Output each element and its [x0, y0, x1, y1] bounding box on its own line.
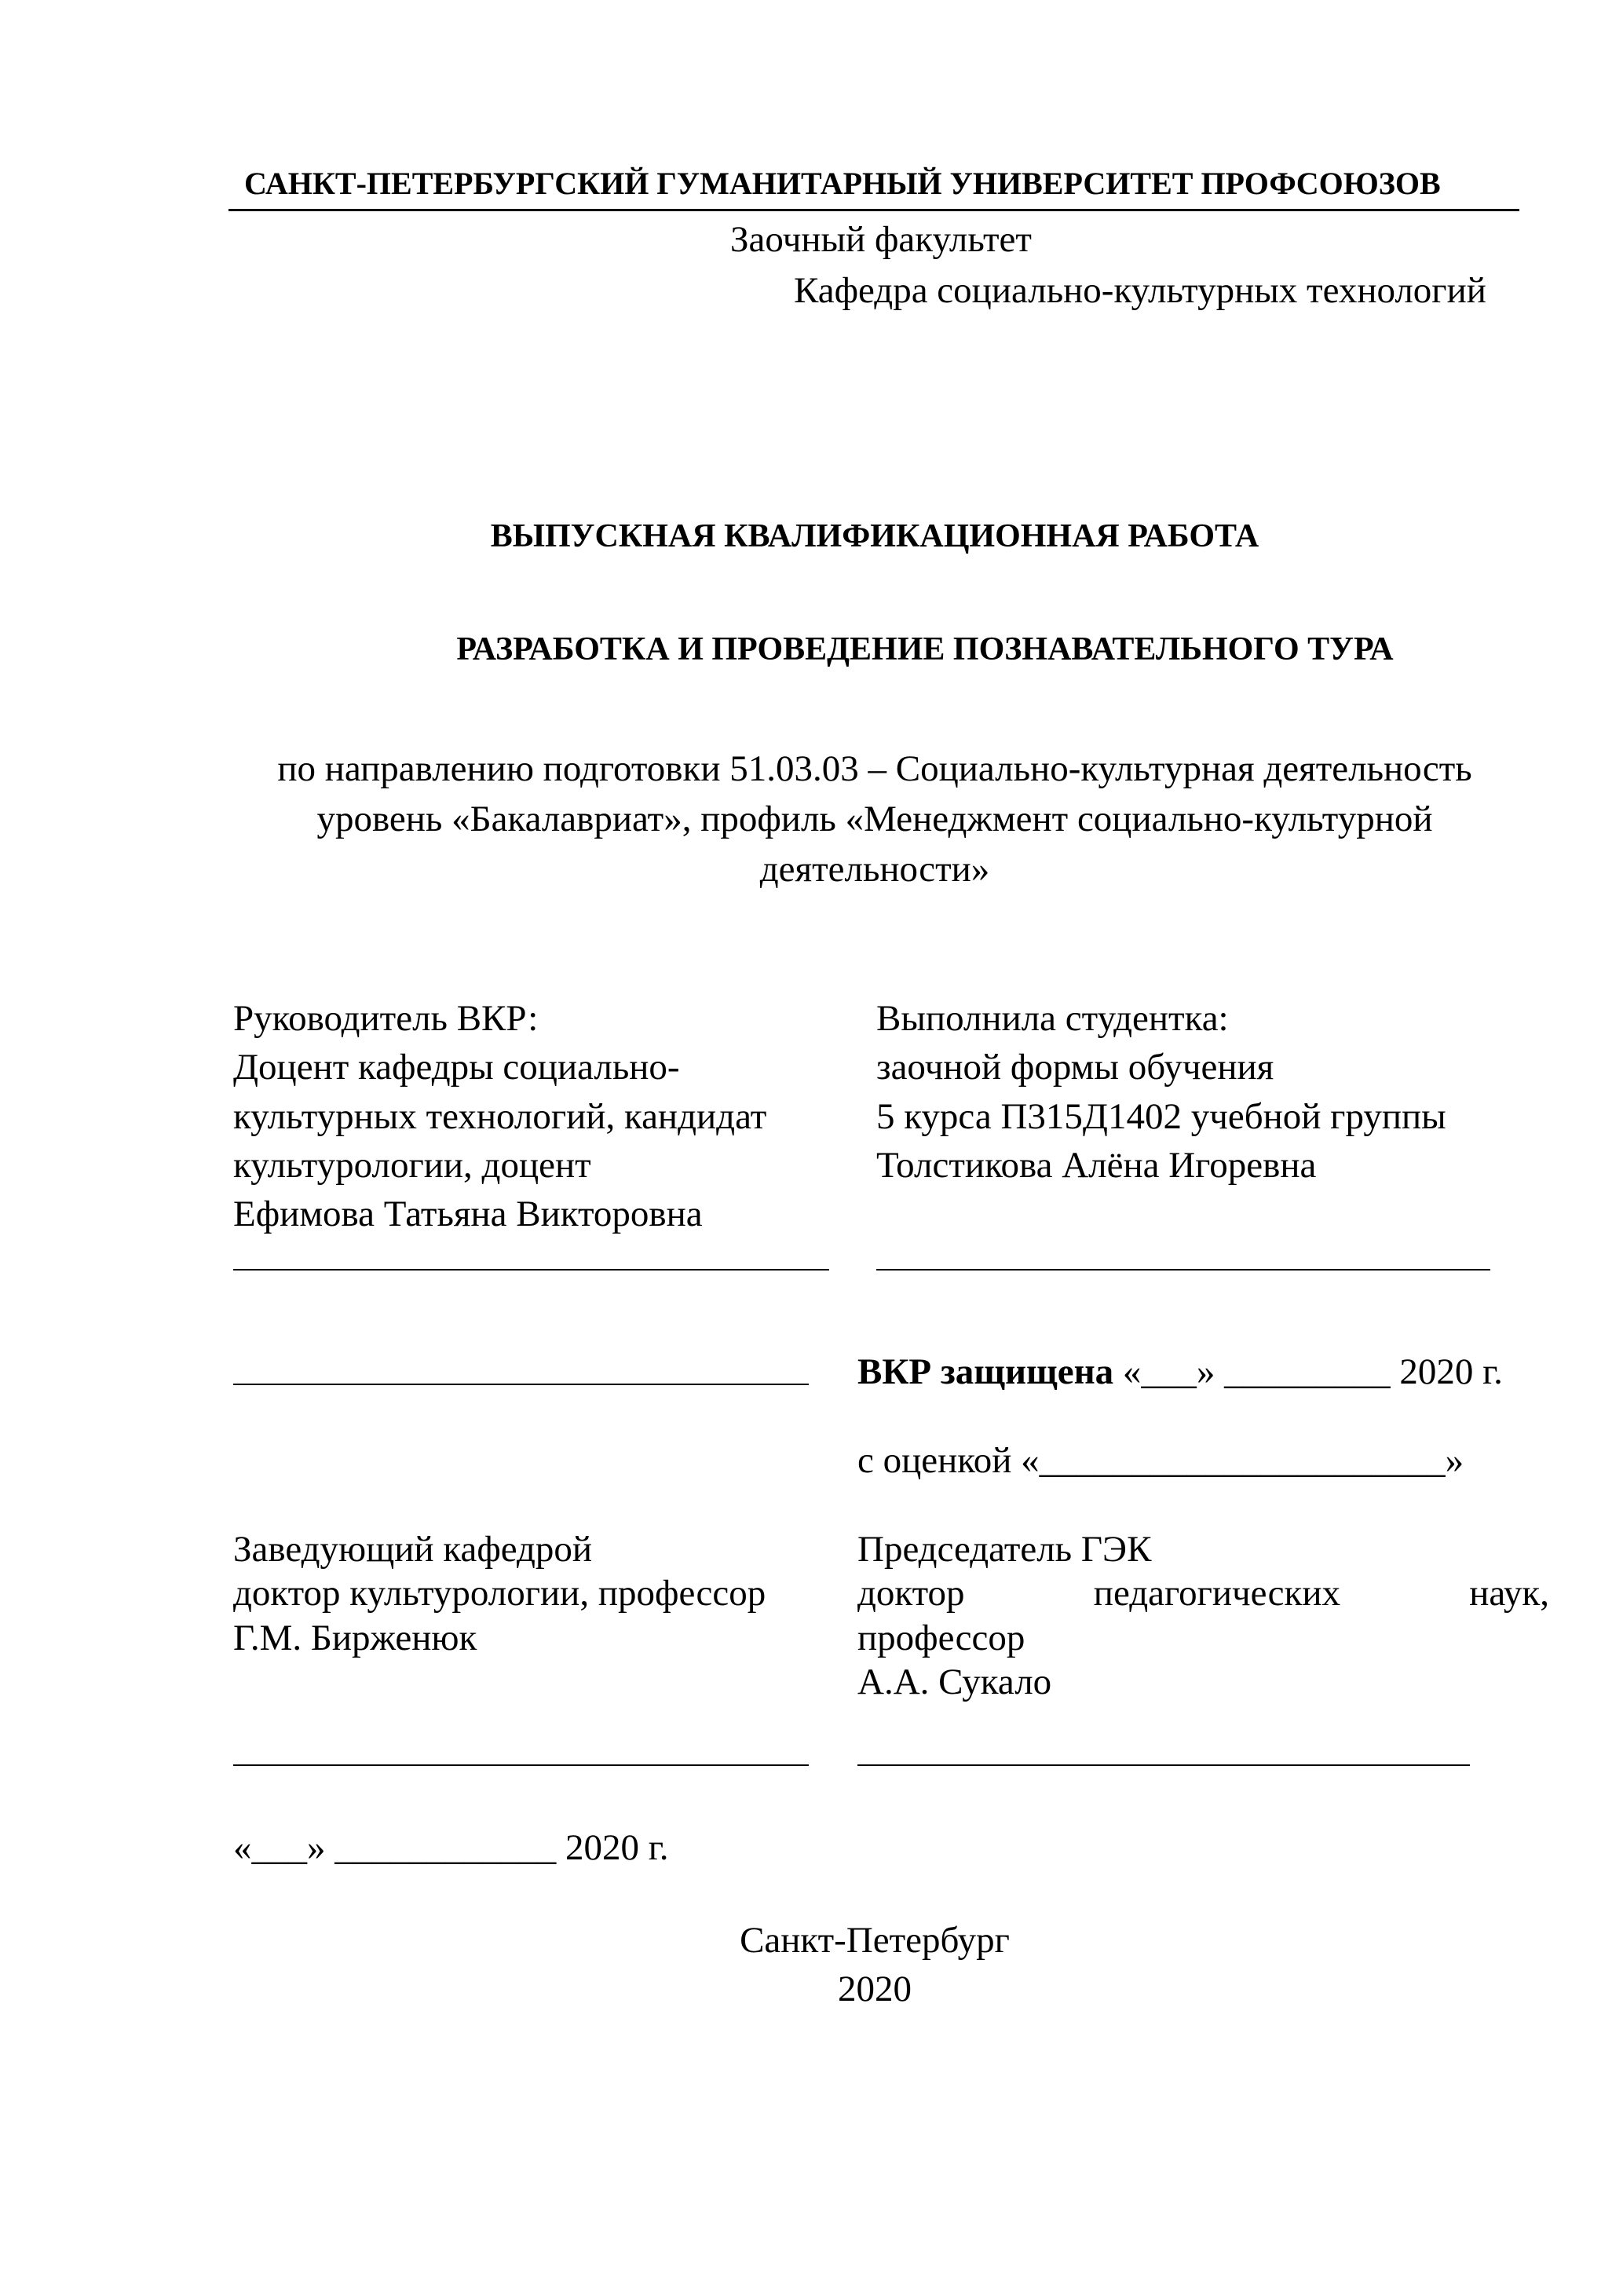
defense-date: «___» _________ 2020 г. [1113, 1351, 1503, 1392]
supervisor-line: Доцент кафедры социально- [233, 1047, 680, 1088]
work-type-title: ВЫПУСКНАЯ КВАЛИФИКАЦИОННАЯ РАБОТА [490, 518, 1259, 554]
head-signature-line [233, 1764, 809, 1766]
year: 2020 [838, 1969, 912, 2009]
chairman-line: доктор педагогических наук, [857, 1573, 1549, 1614]
student-line: заочной формы обучения [876, 1047, 1274, 1088]
head-name: Г.М. Бирженюк [233, 1618, 477, 1658]
supervisor-name: Ефимова Татьяна Викторовна [233, 1194, 703, 1234]
defense-line [857, 1351, 1503, 1392]
admission-signature-line [233, 1384, 809, 1385]
head-line: Заведующий кафедрой [233, 1529, 593, 1570]
topic-title: РАЗРАБОТКА И ПРОВЕДЕНИЕ ПОЗНАВАТЕЛЬНОГО ТУРА [456, 631, 1394, 667]
supervisor-line: культурных технологий, кандидат [233, 1096, 767, 1137]
supervisor-signature-line [233, 1269, 829, 1270]
defense-label: ВКР защищена [857, 1351, 1114, 1392]
chairman-signature-line [857, 1764, 1470, 1766]
header-divider [228, 209, 1519, 211]
student-signature-line [876, 1269, 1490, 1270]
chairman-line: профессор [857, 1618, 1025, 1658]
chairman-name: А.А. Сукало [857, 1662, 1052, 1702]
faculty-name: Заочный факультет [730, 219, 1032, 260]
department-name: Кафедра социально-культурных технологий [794, 270, 1486, 311]
head-date: «___» ____________ 2020 г. [233, 1827, 669, 1868]
supervisor-line: культурологии, доцент [233, 1145, 591, 1186]
head-line: доктор культурологии, профессор [233, 1573, 766, 1614]
direction-line-1: по направлению подготовки 51.03.03 – Социально-культурная деятельность [277, 748, 1472, 789]
direction-line-2: уровень «Бакалавриат», профиль «Менеджмент социально-культурной [316, 799, 1433, 839]
student-line: 5 курса П315Д1402 учебной группы [876, 1096, 1446, 1137]
supervisor-line: Руководитель ВКР: [233, 998, 539, 1039]
student-name: Толстикова Алёна Игоревна [876, 1145, 1317, 1186]
student-line: Выполнила студентка: [876, 998, 1229, 1039]
direction-line-3: деятельности» [759, 849, 990, 890]
city: Санкт-Петербург [740, 1920, 1010, 1961]
chairman-line: Председатель ГЭК [857, 1529, 1152, 1570]
university-name: САНКТ-ПЕТЕРБУРГСКИЙ ГУМАНИТАРНЫЙ УНИВЕРСИТЕТ ПРОФСОЮЗОВ [244, 166, 1441, 201]
defense-grade: с оценкой «______________________» [857, 1440, 1464, 1481]
